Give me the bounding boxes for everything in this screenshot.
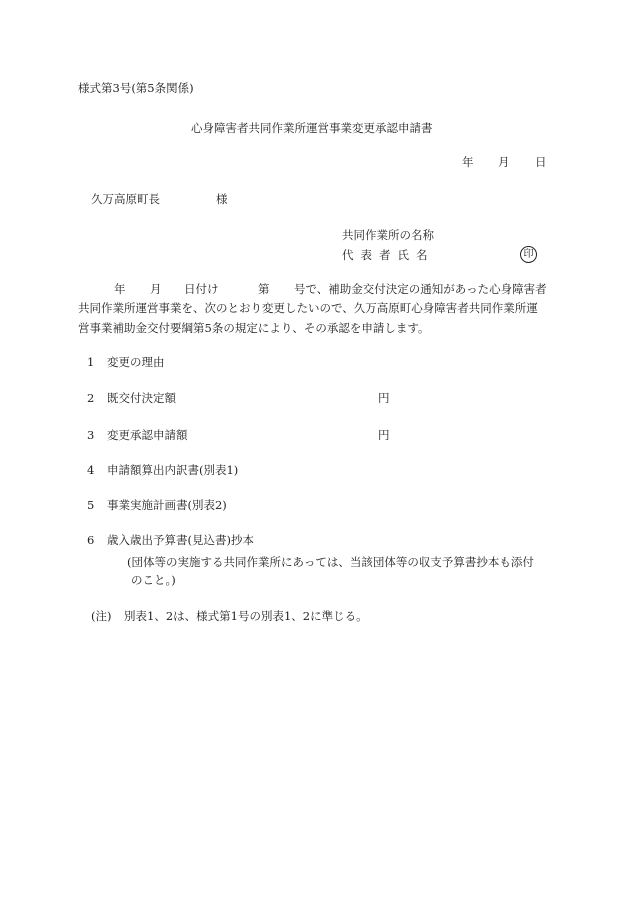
item-label: 変更承認申請額: [107, 428, 188, 442]
item-breakdown-sheet: [87, 465, 238, 477]
org-name-label: 共同作業所の名称: [342, 228, 434, 242]
item-implementation-plan: [87, 500, 227, 512]
item-number: 4: [87, 463, 95, 477]
body-line-3: 営事業補助金交付要綱第5条の規定により、その承認を申請します。: [78, 321, 430, 335]
body-month: 月: [150, 282, 162, 296]
addressee-honorific: 様: [216, 192, 228, 206]
form-number: 様式第3号(第5条関係): [78, 81, 194, 95]
item-number: 6: [87, 533, 95, 547]
document-title: 心身障害者共同作業所運営事業変更承認申請書: [191, 121, 433, 135]
body-year: 年: [114, 282, 126, 296]
item-granted-amount: [87, 393, 176, 405]
representative-name-label: 代表者氏名: [342, 248, 435, 262]
item-number: 2: [87, 391, 95, 405]
item-number: 1: [87, 355, 95, 369]
item-label: 歳入歳出予算書(見込書)抄本: [107, 533, 254, 547]
date-year-label: 年: [462, 155, 474, 169]
item-6-note-line-2: のこと。): [131, 573, 176, 587]
item-change-reason: [87, 357, 165, 369]
item-label: 申請額算出内訳書(別表1): [107, 463, 239, 477]
granted-amount-unit: 円: [378, 391, 390, 405]
footnote-label: (注): [91, 609, 112, 623]
body-no-prefix: 第: [258, 282, 270, 296]
item-label: 既交付決定額: [107, 391, 176, 405]
item-number: 3: [87, 428, 95, 442]
item-label: 変更の理由: [107, 355, 165, 369]
footnote-text: 別表1、2は、様式第1号の別表1、2に準じる。: [124, 609, 368, 623]
requested-amount-unit: 円: [378, 428, 390, 442]
item-6-note-line-1: (団体等の実施する共同作業所にあっては、当該団体等の収支予算書抄本も添付: [127, 555, 534, 569]
body-line-1-rest: 号で、補助金交付決定の通知があった心身障害者: [294, 282, 547, 296]
date-day-label: 日: [535, 155, 547, 169]
addressee: 久万高原町長: [91, 192, 160, 206]
item-label: 事業実施計画書(別表2): [107, 498, 227, 512]
body-line-2: 共同作業所運営事業を、次のとおり変更したいので、久万高原町心身障害者共同作業所運: [78, 301, 538, 315]
item-requested-amount: [87, 430, 188, 442]
seal-mark: 印: [520, 246, 537, 263]
item-number: 5: [87, 498, 95, 512]
item-budget-extract: [87, 535, 254, 547]
date-month-label: 月: [498, 155, 510, 169]
body-dated: 日付け: [184, 282, 219, 296]
footnote: [91, 611, 368, 623]
